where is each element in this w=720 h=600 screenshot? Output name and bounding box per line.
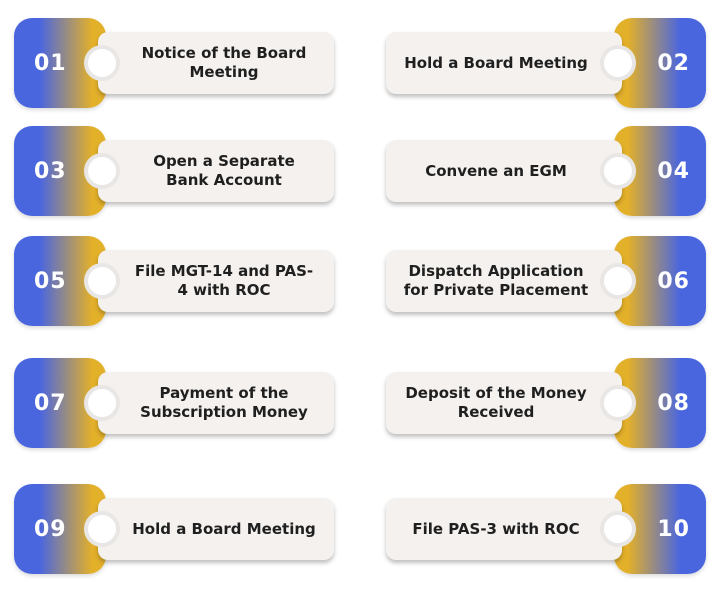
connector-notch xyxy=(84,511,120,547)
connector-notch xyxy=(600,385,636,421)
step-05 xyxy=(14,236,334,326)
step-number: 08 xyxy=(657,390,690,416)
step-number: 07 xyxy=(34,390,67,416)
connector-notch xyxy=(84,263,120,299)
step-10 xyxy=(386,484,706,574)
step-03 xyxy=(14,126,334,216)
step-card xyxy=(386,32,622,94)
step-card xyxy=(386,498,622,560)
step-06 xyxy=(386,236,706,326)
step-card xyxy=(98,32,334,94)
step-09 xyxy=(14,484,334,574)
step-number: 06 xyxy=(657,268,690,294)
connector-notch xyxy=(600,511,636,547)
step-08 xyxy=(386,358,706,448)
connector-notch xyxy=(600,153,636,189)
step-02 xyxy=(386,18,706,108)
step-number: 02 xyxy=(657,50,690,76)
step-number: 09 xyxy=(34,516,67,542)
step-number: 01 xyxy=(34,50,67,76)
step-card xyxy=(98,372,334,434)
step-card xyxy=(98,498,334,560)
connector-notch xyxy=(84,153,120,189)
step-label: Open a Separate Bank Account xyxy=(153,152,295,189)
step-label: Deposit of the Money Received xyxy=(405,384,587,421)
step-card xyxy=(386,372,622,434)
step-label: Payment of the Subscription Money xyxy=(140,384,308,421)
step-label: File PAS-3 with ROC xyxy=(412,519,580,538)
step-label: Dispatch Application for Private Placement xyxy=(403,262,589,299)
step-card xyxy=(98,250,334,312)
connector-notch xyxy=(84,45,120,81)
step-number: 10 xyxy=(657,516,690,542)
step-card xyxy=(98,140,334,202)
step-label: File MGT-14 and PAS-4 with ROC xyxy=(134,262,314,299)
step-07 xyxy=(14,358,334,448)
connector-notch xyxy=(600,263,636,299)
step-card xyxy=(386,140,622,202)
step-number: 05 xyxy=(34,268,67,294)
connector-notch xyxy=(84,385,120,421)
step-label: Hold a Board Meeting xyxy=(404,53,588,72)
step-number: 03 xyxy=(34,158,67,184)
step-label: Hold a Board Meeting xyxy=(132,519,316,538)
step-01 xyxy=(14,18,334,108)
step-number: 04 xyxy=(657,158,690,184)
connector-notch xyxy=(600,45,636,81)
step-label: Notice of the Board Meeting xyxy=(141,44,307,81)
step-label: Convene an EGM xyxy=(425,161,567,180)
step-04 xyxy=(386,126,706,216)
step-card xyxy=(386,250,622,312)
